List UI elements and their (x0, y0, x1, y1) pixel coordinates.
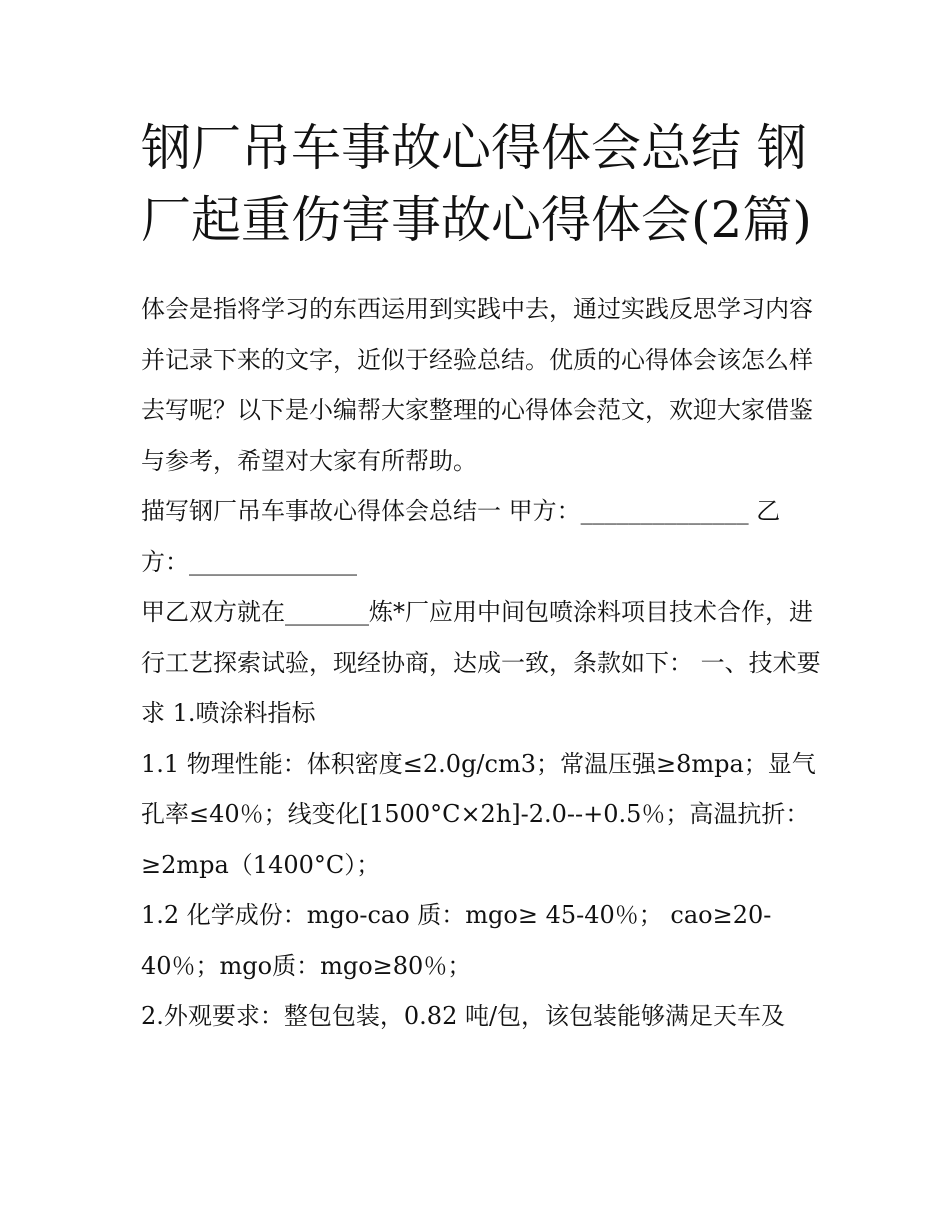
chemical-composition-paragraph: 1.2 化学成份：mgo-cao 质：mgo≥ 45-40％； cao≥20-40％；mgo质：mgo≥80％； (141, 901, 772, 980)
document-page (141, 112, 821, 1042)
document-title: 钢厂吊车事故心得体会总结 钢厂起重伤害事故心得体会(2篇) (141, 119, 812, 249)
physical-properties-paragraph: 1.1 物理性能：体积密度≤2.0g/cm3；常温压强≥8mpa；显气孔率≤40％；线变化[1500°C×2h]-2.0--+0.5％；高温抗折：≥2mpa（1400°C）； (141, 749, 816, 879)
intro-paragraph: 体会是指将学习的东西运用到实践中去，通过实践反思学习内容并记录下来的文字，近似于经验总结。优质的心得体会该怎么样去写呢？以下是小编帮大家整理的心得体会范文，欢迎大家借鉴与参考，希望对大家有所帮助。 (141, 295, 813, 475)
parties-paragraph: 描写钢厂吊车事故心得体会总结一 甲方：______________ 乙方：______________ (141, 497, 781, 576)
agreement-paragraph: 甲乙双方就在_______炼*厂应用中间包喷涂料项目技术合作，进行工艺探索试验，现经协商，达成一致，条款如下： 一、技术要求 1.喷涂料指标 (141, 598, 821, 727)
appearance-paragraph: 2.外观要求：整包包装，0.82 吨/包，该包装能够满足天车及 (141, 1002, 786, 1030)
